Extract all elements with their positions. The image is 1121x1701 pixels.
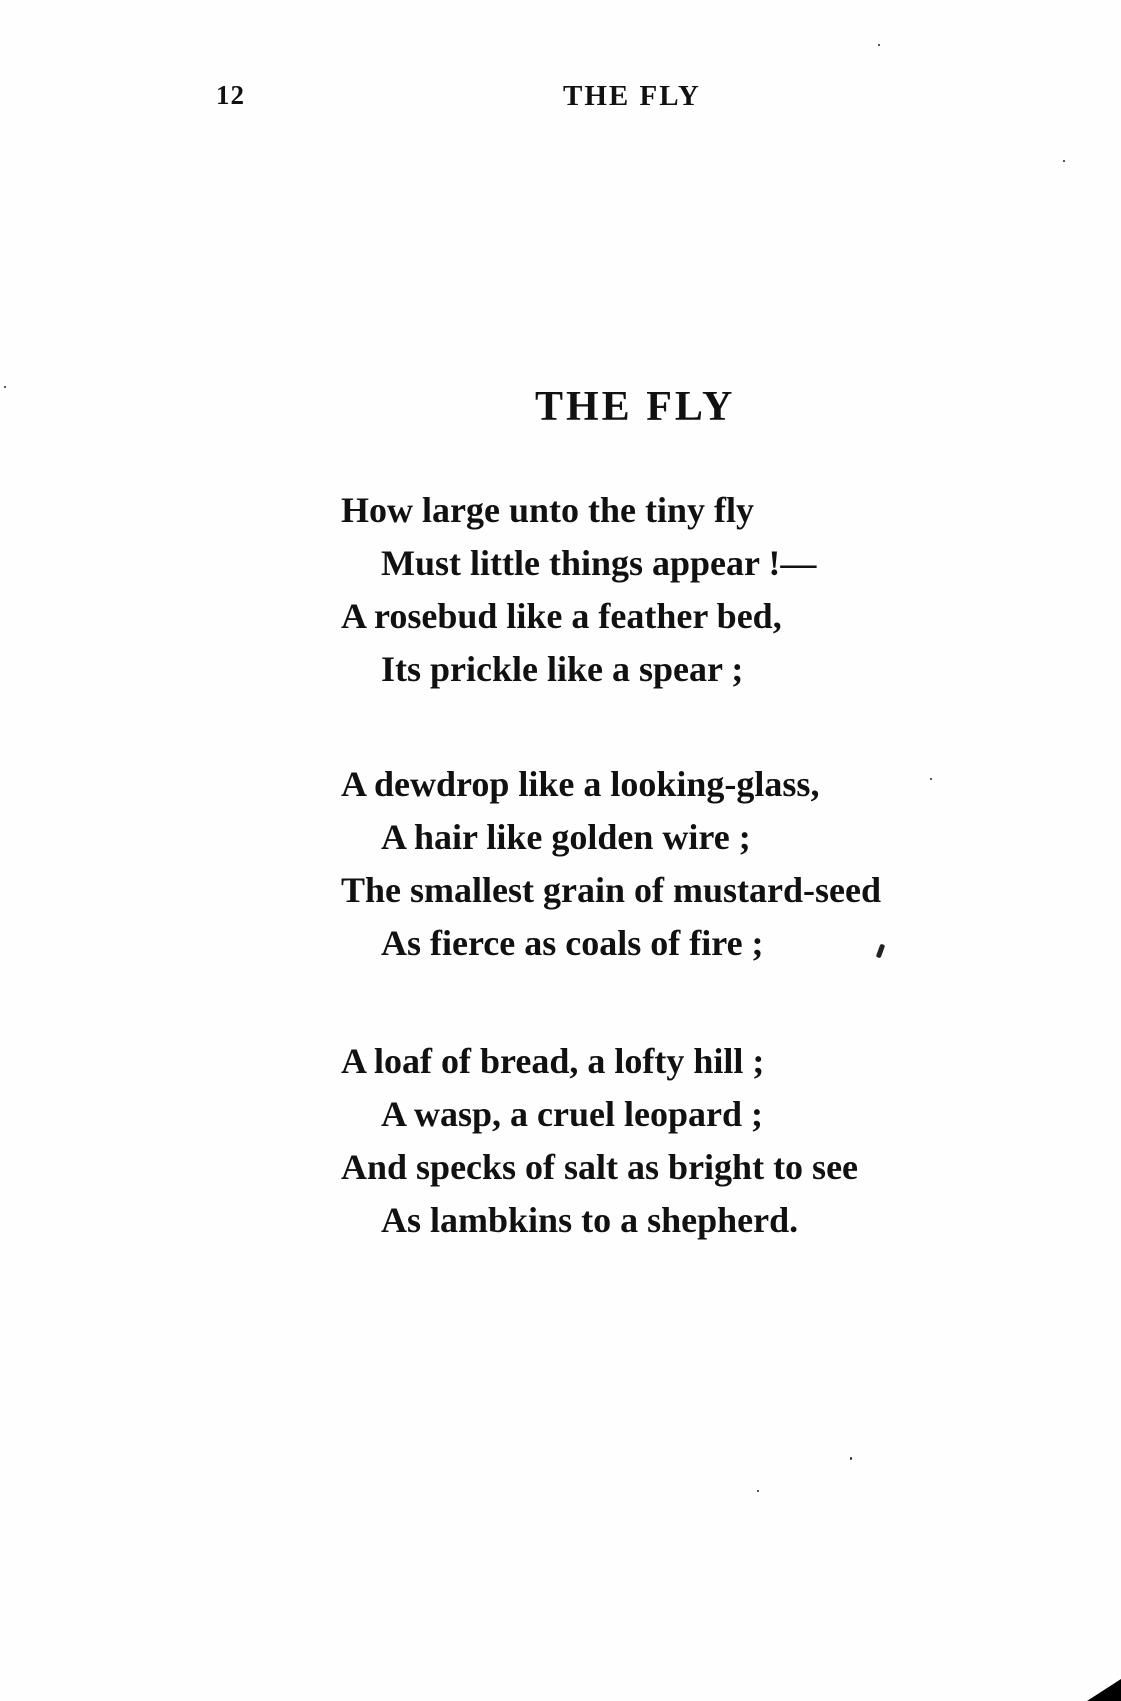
ink-speck bbox=[850, 1457, 852, 1460]
poem-line: As lambkins to a shepherd. bbox=[381, 1200, 799, 1240]
ink-speck bbox=[878, 44, 880, 46]
ink-speck bbox=[930, 778, 932, 780]
poem-line: Must little things appear !— bbox=[381, 543, 817, 583]
poem-line: And specks of salt as bright to see bbox=[341, 1147, 859, 1187]
poem-line: A dewdrop like a looking-glass, bbox=[341, 764, 820, 804]
poem-line: As fierce as coals of fire ; bbox=[381, 923, 764, 963]
page-number: 12 bbox=[216, 80, 245, 110]
poem-line: How large unto the tiny fly bbox=[341, 490, 754, 530]
poem-line: A hair like golden wire ; bbox=[381, 817, 751, 857]
stanza-3 bbox=[341, 1035, 981, 1247]
poem-line: The smallest grain of mustard-seed bbox=[341, 870, 881, 910]
poem-line: A wasp, a cruel leopard ; bbox=[381, 1094, 763, 1134]
poem-line: A loaf of bread, a lofty hill ; bbox=[341, 1041, 765, 1081]
stanza-1 bbox=[341, 484, 981, 696]
poem-line: Its prickle like a spear ; bbox=[381, 649, 744, 689]
running-title: THE FLY bbox=[563, 80, 701, 112]
ink-speck bbox=[4, 386, 6, 388]
page-corner-mark bbox=[1087, 1679, 1121, 1701]
poem-title: THE FLY bbox=[535, 384, 736, 430]
poem-line: A rosebud like a feather bed, bbox=[341, 596, 782, 636]
stanza-2 bbox=[341, 758, 981, 970]
ink-speck bbox=[1063, 160, 1065, 162]
ink-speck bbox=[757, 1490, 759, 1492]
